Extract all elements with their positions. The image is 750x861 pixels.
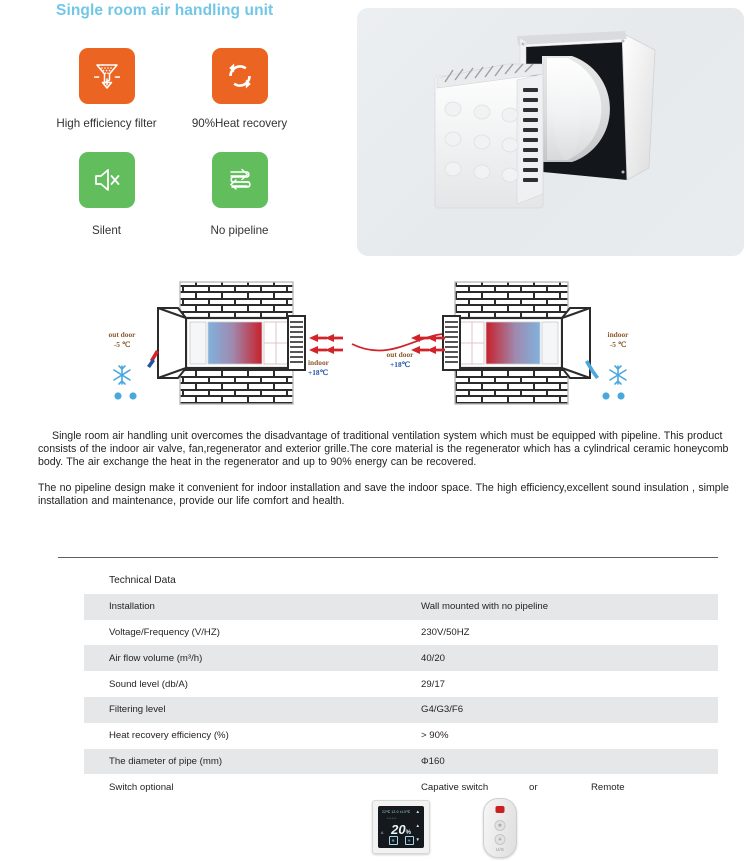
feature-label: Silent <box>91 224 121 237</box>
heat-recovery-icon <box>223 59 257 93</box>
switch-product-images <box>355 796 615 860</box>
table-header-value <box>399 568 718 594</box>
filter-icon <box>90 59 124 93</box>
description-text <box>38 430 744 520</box>
switch-option-a: Capative switch <box>421 781 489 793</box>
row-value: Wall mounted with no pipeline <box>399 594 718 620</box>
mute-speaker-icon-tile <box>79 152 135 208</box>
remote-brand-label: U/S <box>496 847 504 852</box>
screen-value-number: 20 <box>391 822 406 837</box>
table-row <box>84 671 718 697</box>
left-indoor-temp: +18℃ <box>308 368 328 377</box>
row-value: 29/17 <box>421 678 446 690</box>
mute-speaker-icon <box>90 163 124 197</box>
screen-top-row <box>382 809 420 814</box>
switch-option-b: Remote <box>591 781 625 793</box>
row-value: G4/G3/F6 <box>399 697 718 723</box>
snowflake-icon: ❄ <box>495 820 506 831</box>
table-row <box>84 723 718 749</box>
switch-conjunction: or <box>529 781 538 793</box>
row-key: Heat recovery efficiency (%) <box>109 730 229 742</box>
screen-up-arrow: ▲ <box>415 823 420 828</box>
right-outdoor-temp: +18℃ <box>390 360 410 369</box>
feature-grid <box>40 48 340 237</box>
row-key: Filtering level <box>84 697 399 723</box>
table-header-label: Technical Data <box>84 568 399 594</box>
no-pipeline-icon <box>223 163 257 197</box>
capacitive-switch-screen <box>378 806 424 848</box>
left-outdoor-temp: -5 ℃ <box>113 340 131 349</box>
product-photo <box>357 8 744 256</box>
snowflake-icon <box>610 366 626 384</box>
no-pipeline-icon-tile <box>212 152 268 208</box>
right-outdoor-label: out door <box>386 350 414 359</box>
snowflake-icon <box>114 366 130 384</box>
feature-row-1 <box>40 48 340 130</box>
heat-recovery-icon-tile <box>212 48 268 104</box>
row-key: Switch optional <box>109 781 174 793</box>
paragraph-2: The no pipeline design make it convenient for indoor installation and save the indoor space. The high efficiency,excellent sound insulation , simple installation and maintenance, provide our life comfort and health. <box>38 481 729 507</box>
screen-signal-icon: ▲ <box>415 809 420 814</box>
screen-dots: •••••• <box>387 816 397 820</box>
row-key: Voltage/Frequency (V/HZ) <box>109 626 220 638</box>
left-indoor-label: indoor <box>308 358 329 367</box>
screen-status-text: 22℃ 12:0 ±10℃ <box>382 809 411 814</box>
row-value: Φ160 <box>399 749 718 775</box>
capacitive-switch-image <box>372 800 430 854</box>
feature-heat-recovery <box>173 48 306 130</box>
paragraph-1: Single room air handling unit overcomes the disadvantage of traditional ventilation system which must be equipped with pipeline. This product consists of the indoor air valve, fan,regenerator and exterior grille.The core material is the regenerator which has a cylindrical ceramic honeycomb body. The air exchange the heat in the regenerator and up to 90% energy can be recovered. <box>38 430 729 468</box>
technical-data-table <box>84 568 718 800</box>
feature-row-2 <box>40 152 340 237</box>
sun-icon: ☀ <box>495 834 506 845</box>
screen-value-unit: % <box>405 830 411 836</box>
table-row <box>84 697 718 723</box>
right-indoor-temp: -5 ℃ <box>609 340 627 349</box>
row-key: Installation <box>84 594 399 620</box>
row-value: 230V/50HZ <box>421 626 470 638</box>
product-photo-illustration <box>357 8 744 256</box>
screen-down-arrow: ▼ <box>415 837 420 842</box>
screen-side-label: A <box>381 831 384 835</box>
row-key: The diameter of pipe (mm) <box>84 749 399 775</box>
feature-no-pipeline <box>173 152 306 237</box>
remote-switch-image <box>483 798 517 858</box>
table-row <box>84 594 718 620</box>
row-value: > 90% <box>421 730 449 742</box>
table-row <box>84 620 718 646</box>
row-value: 40/20 <box>399 645 718 671</box>
snowflake-icon: ❄ <box>389 836 398 845</box>
left-outdoor-label: out door <box>108 330 136 339</box>
filter-icon-tile <box>79 48 135 104</box>
page-title: Single room air handling unit <box>56 2 274 19</box>
airflow-schematic-diagram <box>0 272 750 422</box>
diagram-left-unit <box>109 282 343 404</box>
feature-label: High efficiency filter <box>56 117 157 130</box>
feature-silent <box>40 152 173 237</box>
feature-label: No pipeline <box>210 224 269 237</box>
table-row <box>84 645 718 671</box>
diagram-right-unit <box>387 282 630 404</box>
row-key: Air flow volume (m³/h) <box>84 645 399 671</box>
right-indoor-label: indoor <box>607 330 629 339</box>
feature-label: 90%Heat recovery <box>191 117 288 130</box>
table-header-row <box>84 568 718 594</box>
row-key: Sound level (db/A) <box>109 678 188 690</box>
section-divider <box>58 557 718 558</box>
screen-bottom-buttons <box>378 836 424 845</box>
remote-led-indicator <box>496 806 505 813</box>
feature-high-efficiency-filter <box>40 48 173 130</box>
sun-icon: ☀ <box>405 836 414 845</box>
schematic-svg <box>0 272 750 422</box>
table-row <box>84 749 718 775</box>
